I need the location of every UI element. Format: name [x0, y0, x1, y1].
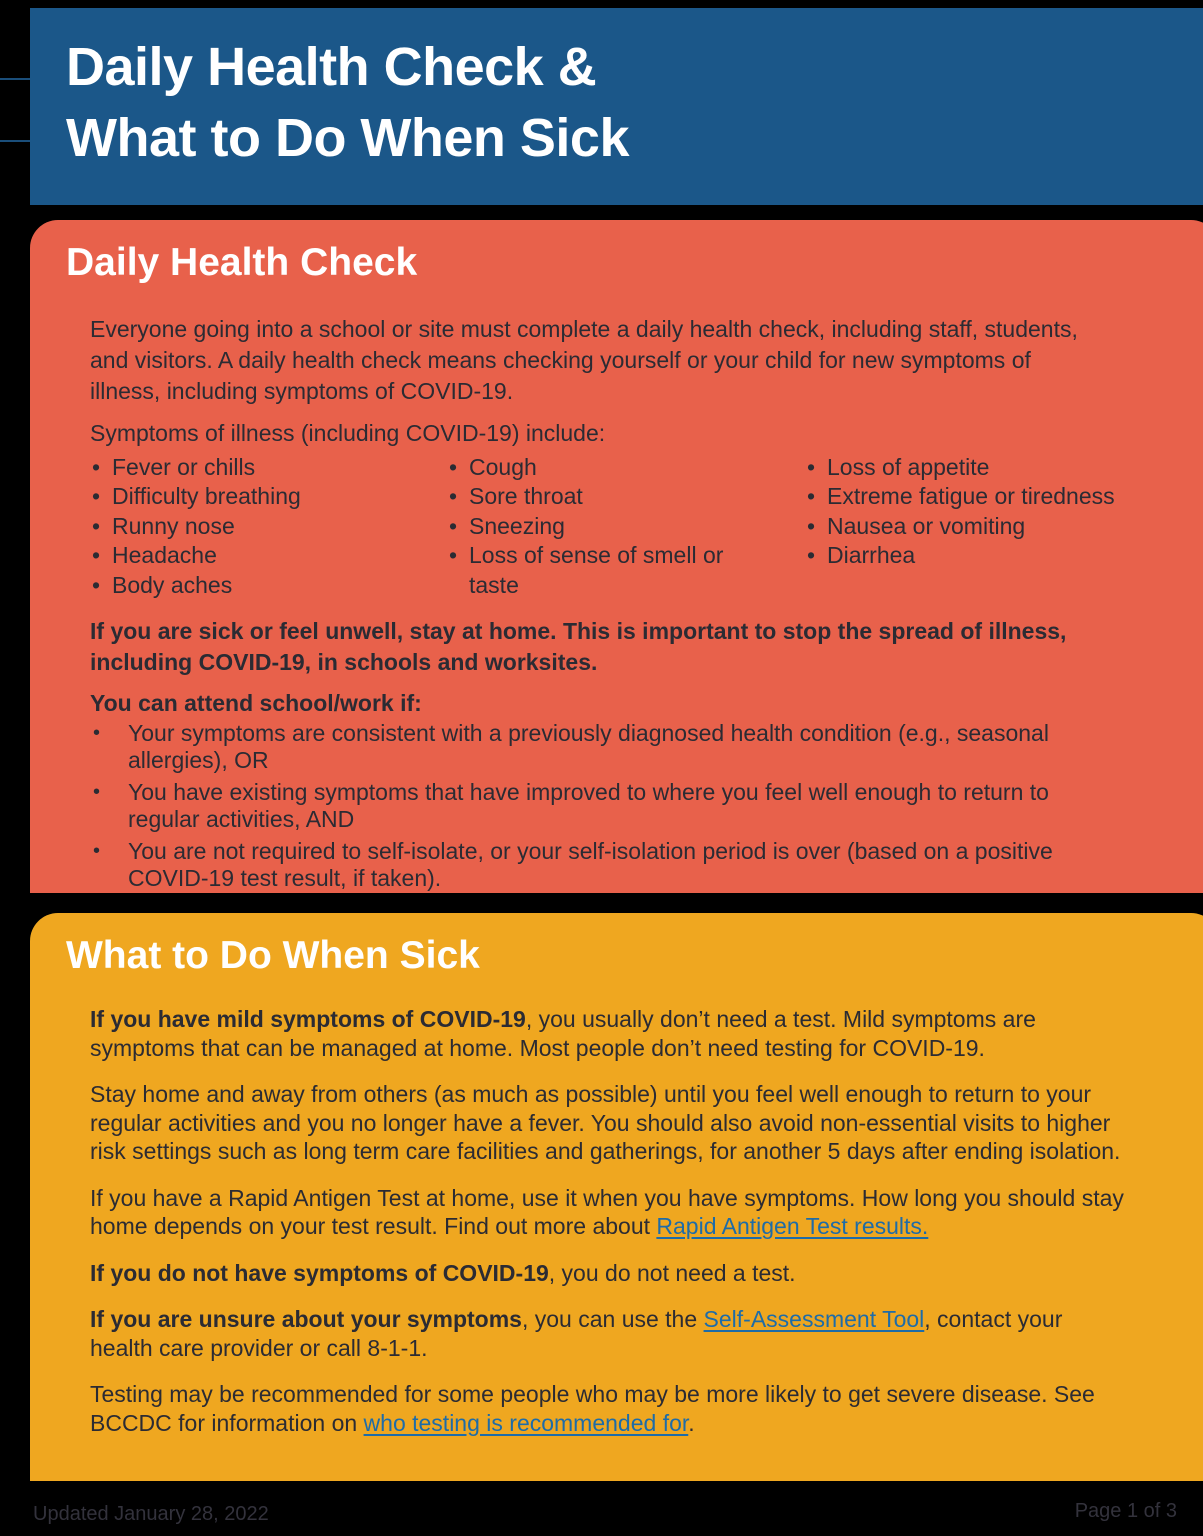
mild-symptoms-rest: , you usually don’t need a test. Mild symptoms are symptoms that can be managed at home. Most people don’t need testing for COVID-19.: [90, 1006, 1036, 1061]
footer-updated-date: Updated January 28, 2022: [33, 1503, 269, 1525]
attend-condition-item: • You have existing symptoms that have improved to where you feel well enough to return to regular activities, AND: [90, 779, 1120, 834]
symptom-column-1: [90, 453, 447, 601]
symptom-item: • Sneezing: [447, 512, 805, 542]
testing-recommended-text: Testing may be recommended for some people who may be more likely to get severe disease. See BCCDC for information on: [90, 1381, 1095, 1436]
stay-home-paragraph: Stay home and away from others (as much as possible) until you feel well enough to return to your regular activities and you no longer have a fever. You should also avoid non-essential visits to higher risk settings such as long term care facilities and gatherings, for another 5 days after ending isolation.: [90, 1081, 1121, 1164]
attend-condition-item: • Your symptoms are consistent with a previously diagnosed health condition (e.g., seasonal allergies), OR: [90, 720, 1120, 775]
stay-home-notice: If you are sick or feel unwell, stay at home. This is important to stop the spread of illness, including COVID-19, in schools and worksites.: [90, 618, 1067, 675]
left-edge-mark: [0, 140, 30, 142]
when-sick-content: [90, 1005, 1124, 1437]
testing-recommended-period: .: [688, 1409, 695, 1436]
mild-symptoms-bold: If you have mild symptoms of COVID-19: [90, 1006, 526, 1032]
rapid-antigen-results-link[interactable]: Rapid Antigen Test results.: [656, 1213, 929, 1239]
no-symptoms-paragraph: [90, 1259, 1124, 1288]
unsure-paragraph: [90, 1305, 1124, 1362]
when-sick-heading: What to Do When Sick: [66, 934, 480, 977]
left-edge-mark: [0, 78, 30, 80]
symptom-item: • Loss of appetite: [805, 453, 1120, 483]
mild-symptoms-paragraph: [90, 1005, 1124, 1062]
rapid-test-paragraph: [90, 1184, 1124, 1241]
symptom-item: • Nausea or vomiting: [805, 512, 1120, 542]
no-symptoms-rest: , you do not need a test.: [548, 1259, 796, 1286]
section-daily-health-check: [30, 220, 1203, 893]
symptom-item: • Loss of sense of smell or taste: [447, 541, 769, 600]
symptom-item: • Diarrhea: [805, 541, 1120, 571]
symptom-item: • Sore throat: [447, 482, 805, 512]
footer-page-number: Page 1 of 3: [1074, 1500, 1177, 1522]
symptom-item: • Headache: [90, 541, 447, 571]
attend-conditions-list: [90, 720, 1120, 893]
unsure-rest: , contact your health care provider or call 8-1-1.: [90, 1306, 1063, 1361]
unsure-bold: If you are unsure about your symptoms: [90, 1306, 522, 1332]
symptom-column-3: [805, 453, 1120, 601]
section-what-to-do-when-sick: [30, 913, 1203, 1481]
page-title-line2: What to Do When Sick: [66, 108, 629, 168]
testing-recommended-paragraph: [90, 1380, 1124, 1437]
symptoms-lead: Symptoms of illness (including COVID-19) include:: [90, 420, 606, 446]
self-assessment-tool-link[interactable]: Self-Assessment Tool: [703, 1306, 925, 1332]
symptom-item: • Body aches: [90, 571, 447, 601]
symptom-item: • Runny nose: [90, 512, 447, 542]
symptom-column-2: [447, 453, 805, 601]
symptom-columns: [90, 453, 1120, 601]
no-symptoms-bold: If you do not have symptoms of COVID-19: [90, 1259, 549, 1286]
header-banner: [30, 8, 1203, 205]
unsure-mid: , you can use the: [521, 1306, 704, 1332]
daily-health-check-heading: Daily Health Check: [66, 241, 418, 284]
daily-health-check-content: [90, 314, 1120, 893]
attend-condition-item: • You are not required to self-isolate, or your self-isolation period is over (based on a positive COVID-19 test result, if taken).: [90, 838, 1120, 893]
daily-health-check-intro: Everyone going into a school or site must complete a daily health check, including staff, students, and visitors. A daily health check means checking yourself or your child for new symptoms of illness, including symptoms of COVID-19.: [90, 316, 1078, 404]
who-testing-recommended-link[interactable]: who testing is recommended for: [363, 1409, 689, 1436]
page-title-line1: Daily Health Check &: [66, 37, 597, 97]
symptom-item: • Difficulty breathing: [90, 482, 447, 512]
symptom-item: • Fever or chills: [90, 453, 447, 483]
symptom-item: • Cough: [447, 453, 805, 483]
rapid-test-text: If you have a Rapid Antigen Test at home, use it when you have symptoms. How long you should stay home depends on your test result. Find out more about: [90, 1184, 1124, 1239]
attend-lead: You can attend school/work if:: [90, 690, 422, 716]
page-title: [30, 8, 1203, 174]
symptom-item: • Extreme fatigue or tiredness: [805, 482, 1120, 512]
